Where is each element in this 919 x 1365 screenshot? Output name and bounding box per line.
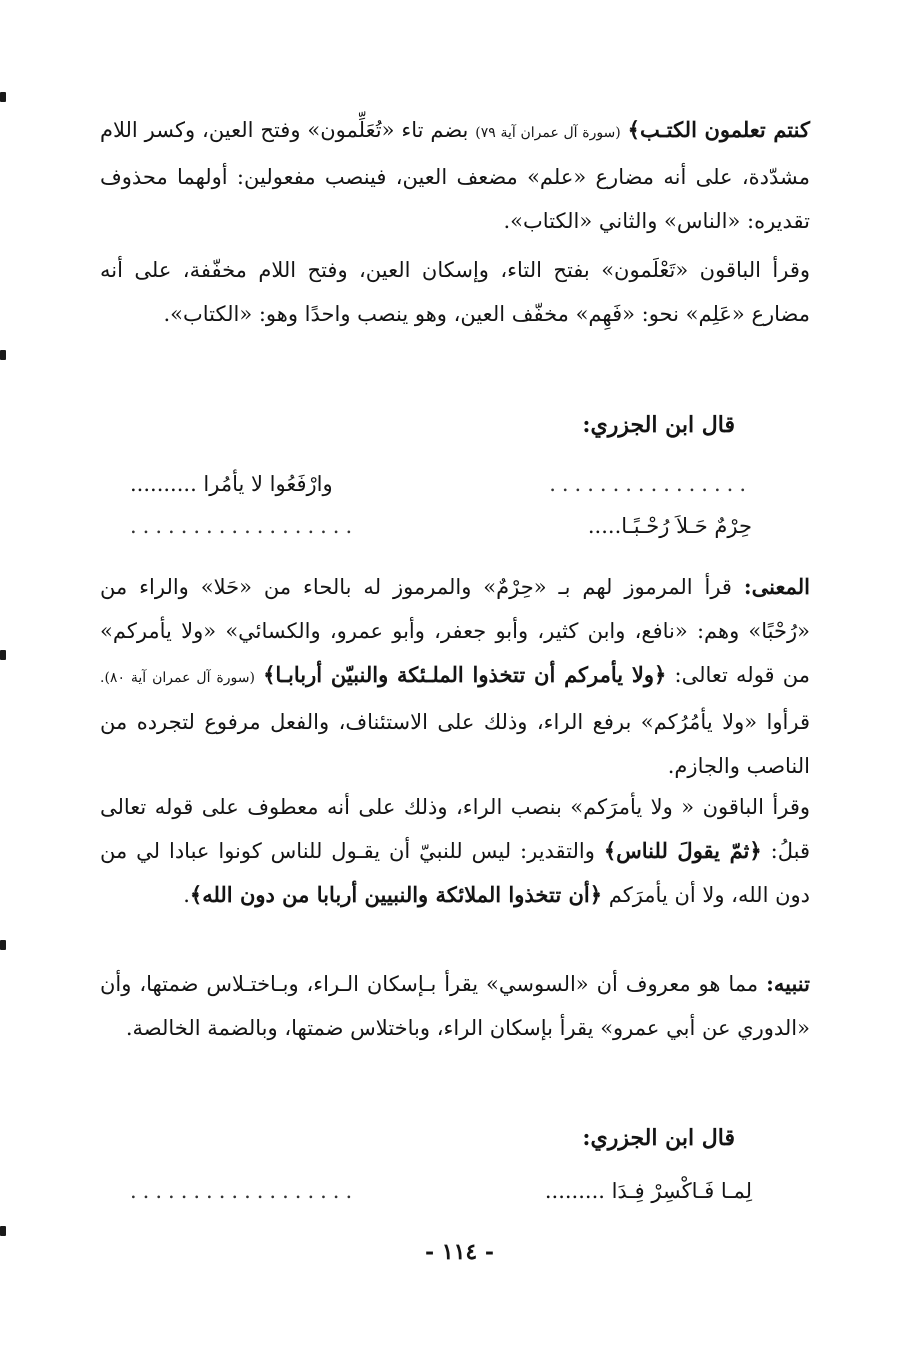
quran-quote: ﴿أن تتخذوا الملائكة والنبيين أربابا من دون الله﴾ xyxy=(189,882,603,907)
verse-text: لِمـا فَـاكْسِرْ فِـدَا ......... xyxy=(544,1179,752,1203)
verse-line xyxy=(130,1170,752,1212)
verse-ellipsis: .................. xyxy=(130,514,359,538)
verse-line xyxy=(130,463,752,505)
label-meaning: المعنى: xyxy=(743,574,811,599)
scan-edge-mark xyxy=(0,350,6,360)
verse-text: حِرْمٌ حَـلاَ رُحْـبًـا..... xyxy=(587,514,752,538)
section-heading: قال ابن الجزري: xyxy=(582,412,735,438)
page-number: - ١١٤ - xyxy=(424,1239,495,1265)
paragraph-text: بضم تاء «تُعَلِّمون» وفتح العين، وكسر اللام مشدّدة، على أنه مضارع «علم» مضعف العين، فينصب مفعولين: أولهما محذوف تقديره: «الناس» والثاني «الكتاب». xyxy=(100,118,810,233)
paragraph-talamun xyxy=(100,248,810,336)
section-heading: قال ابن الجزري: xyxy=(582,1125,735,1151)
paragraph-text: وقرأ الباقون «تَعْلَمون» بفتح التاء، وإسكان العين، وفتح اللام مخفّفة، على أنه مضارع «عَلِم» نحو: «فَهِم» مخفّف العين، وهو ينصب واحدًا وهو: «الكتاب». xyxy=(100,258,810,326)
quran-quote: ﴿ثمّ يقولَ للناس﴾ xyxy=(603,838,762,863)
verse-ellipsis: .................. xyxy=(130,1179,359,1203)
quran-quote: ﴿ولا يأمركم أن تتخذوا الملـئكة والنبيّن أربابـا﴾ xyxy=(263,662,667,687)
quran-quote: كنتم تعلمون الكتـب﴾ xyxy=(627,117,810,142)
paragraph-text: وقرأ الباقون « ولا يأمرَكم» بنصب الراء، وذلك على أنه معطوف على قوله تعالى قبلُ: xyxy=(100,795,810,863)
surah-reference: (سورة آل عمران آية ٧٩) xyxy=(475,125,621,141)
paragraph-remaining-readers xyxy=(100,785,810,917)
verse-line xyxy=(130,505,752,547)
scan-edge-mark xyxy=(0,1226,6,1236)
scan-edge-mark xyxy=(0,92,6,102)
paragraph-tuallimun xyxy=(100,108,810,243)
surah-reference: (سورة آل عمران آية ٨٠). xyxy=(100,670,255,686)
paragraph-text: قرأ المرموز لهم بـ «حِرْمٌ» والمرموز له بالحاء من «حَلا» والراء من «رُحْبًا» وهم: «نافع، وابن كثير، وأبو جعفر، وأبو عمرو، والكسائي» «ولا يأمركم» من قوله تعالى: xyxy=(100,575,810,687)
paragraph-text: والتقدير: ليس للنبيّ أن يقـول للناس كونوا عبادا لي من دون الله، ولا أن يأمرَكم xyxy=(100,839,810,907)
verse-text: وارْفَعُوا لا يأمُرا .......... xyxy=(130,472,333,496)
scan-edge-mark xyxy=(0,650,6,660)
verse-ellipsis: ................ xyxy=(549,472,752,496)
paragraph-note xyxy=(100,962,810,1050)
paragraph-text: مما هو معروف أن «السوسي» يقرأ بـإسكان الـراء، وبـاختـلاس ضمتها، وأن «الدوري عن أبي عمرو» يقرأ بإسكان الراء، وباختلاس ضمتها، وبالضمة الخالصة. xyxy=(100,972,810,1040)
paragraph-meaning xyxy=(100,565,810,788)
sentence-end: . xyxy=(183,883,190,907)
scan-edge-mark xyxy=(0,940,6,950)
paragraph-text: قرأوا «ولا يأمُرُكم» برفع الراء، وذلك على الاستئناف، والفعل مرفوع لتجرده من الناصب والجازم. xyxy=(100,710,810,778)
label-note: تنبيه: xyxy=(766,971,810,996)
